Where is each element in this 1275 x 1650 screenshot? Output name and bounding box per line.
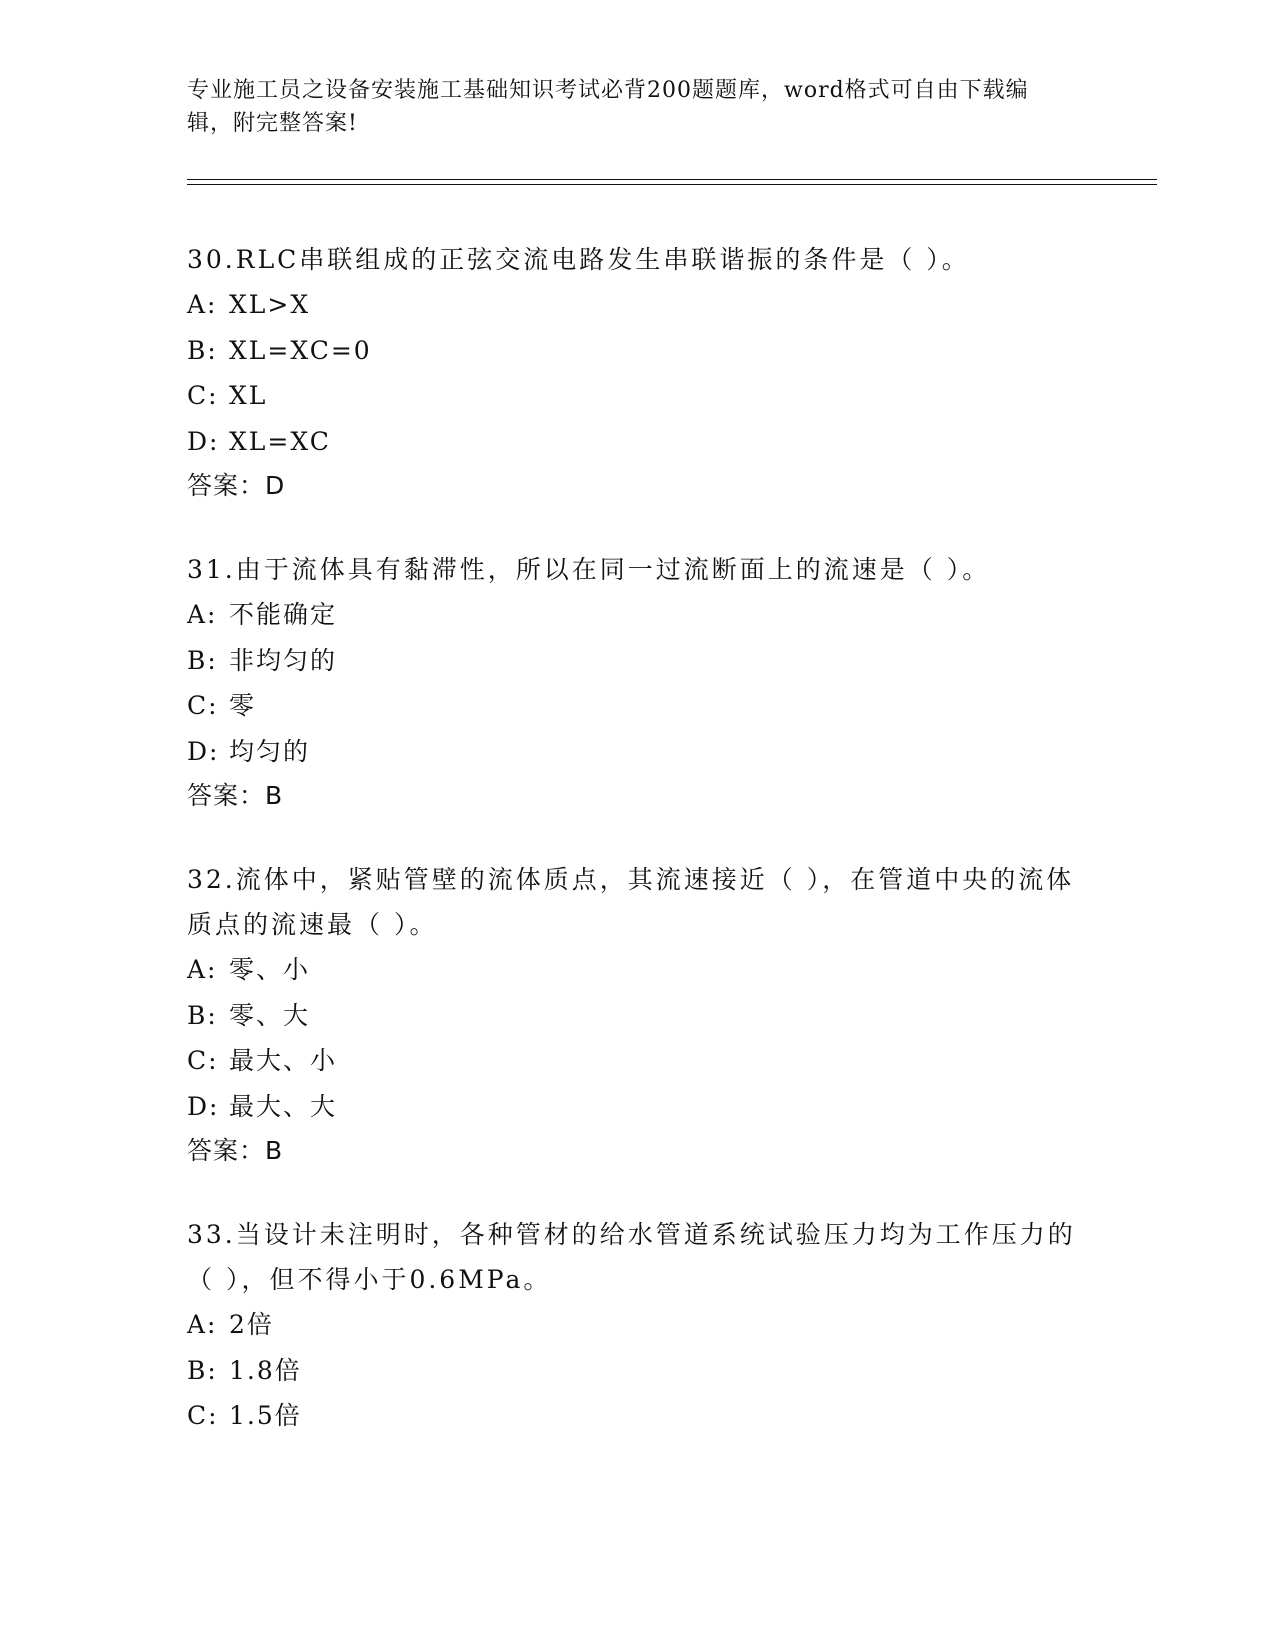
option-b <box>187 328 1087 374</box>
option-letter: C: <box>187 381 219 410</box>
option-letter: D: <box>187 1091 220 1121</box>
option-b <box>187 638 1087 684</box>
option-text: XL=XC <box>229 426 331 456</box>
option-letter: C: <box>187 691 219 720</box>
answer-line: 答案：B <box>187 1136 284 1165</box>
option-letter: A: <box>187 290 218 319</box>
option-text: XL <box>229 381 268 410</box>
option-c <box>187 683 1087 729</box>
option-letter: B: <box>187 335 218 365</box>
option-letter: C: <box>187 1401 219 1430</box>
option-text: 最大、小 <box>229 1046 338 1075</box>
answer-line: 答案：D <box>187 471 286 500</box>
option-text: 零 <box>229 691 257 720</box>
option-a <box>187 282 1087 328</box>
option-d <box>187 419 1087 465</box>
option-a <box>187 592 1087 638</box>
header-divider-bottom <box>187 184 1157 185</box>
option-text: 均匀的 <box>229 736 311 766</box>
question-stem: 33.当设计未注明时，各种管材的给水管道系统试验压力均为工作压力的（ ），但不得小于0.6MPa。 <box>187 1220 1076 1294</box>
option-text: 零、小 <box>229 955 311 984</box>
option-letter: B: <box>187 1355 218 1385</box>
option-c <box>187 1393 1087 1439</box>
option-text: 最大、大 <box>229 1091 338 1121</box>
question-33 <box>187 1212 1087 1439</box>
header-divider-top <box>187 179 1157 180</box>
header-title: 专业施工员之设备安装施工基础知识考试必背200题题库，word格式可自由下载编辑，附完整答案! <box>187 78 1029 136</box>
option-c <box>187 1038 1087 1084</box>
question-stem: 32.流体中，紧贴管壁的流体质点，其流速接近（ ），在管道中央的流体质点的流速最（ ）。 <box>187 865 1075 939</box>
option-text: XL>X <box>229 290 311 319</box>
question-30 <box>187 237 1087 508</box>
option-a <box>187 947 1087 993</box>
option-text: XL=XC=0 <box>229 335 372 365</box>
question-32 <box>187 857 1087 1173</box>
question-stem: 31.由于流体具有黏滞性，所以在同一过流断面上的流速是（ ）。 <box>187 555 991 584</box>
option-text: 不能确定 <box>229 600 338 629</box>
option-a <box>187 1302 1087 1348</box>
option-letter: D: <box>187 736 220 766</box>
option-b <box>187 1348 1087 1394</box>
option-text: 2倍 <box>229 1310 274 1339</box>
option-b <box>187 993 1087 1039</box>
option-d <box>187 729 1087 775</box>
answer-line: 答案：B <box>187 781 284 810</box>
option-text: 1.8倍 <box>229 1355 302 1385</box>
option-d <box>187 1084 1087 1130</box>
question-list <box>187 237 1087 1478</box>
question-31 <box>187 547 1087 818</box>
option-letter: A: <box>187 1310 218 1339</box>
option-letter: C: <box>187 1046 219 1075</box>
option-letter: A: <box>187 955 218 984</box>
option-letter: B: <box>187 645 218 675</box>
question-stem: 30.RLC串联组成的正弦交流电路发生串联谐振的条件是（ ）。 <box>187 245 970 274</box>
option-text: 非均匀的 <box>229 645 338 675</box>
option-text: 1.5倍 <box>229 1401 302 1430</box>
option-text: 零、大 <box>229 1000 311 1030</box>
option-c <box>187 373 1087 419</box>
option-letter: B: <box>187 1000 218 1030</box>
document-header <box>187 74 1067 140</box>
option-letter: D: <box>187 426 220 456</box>
option-letter: A: <box>187 600 218 629</box>
